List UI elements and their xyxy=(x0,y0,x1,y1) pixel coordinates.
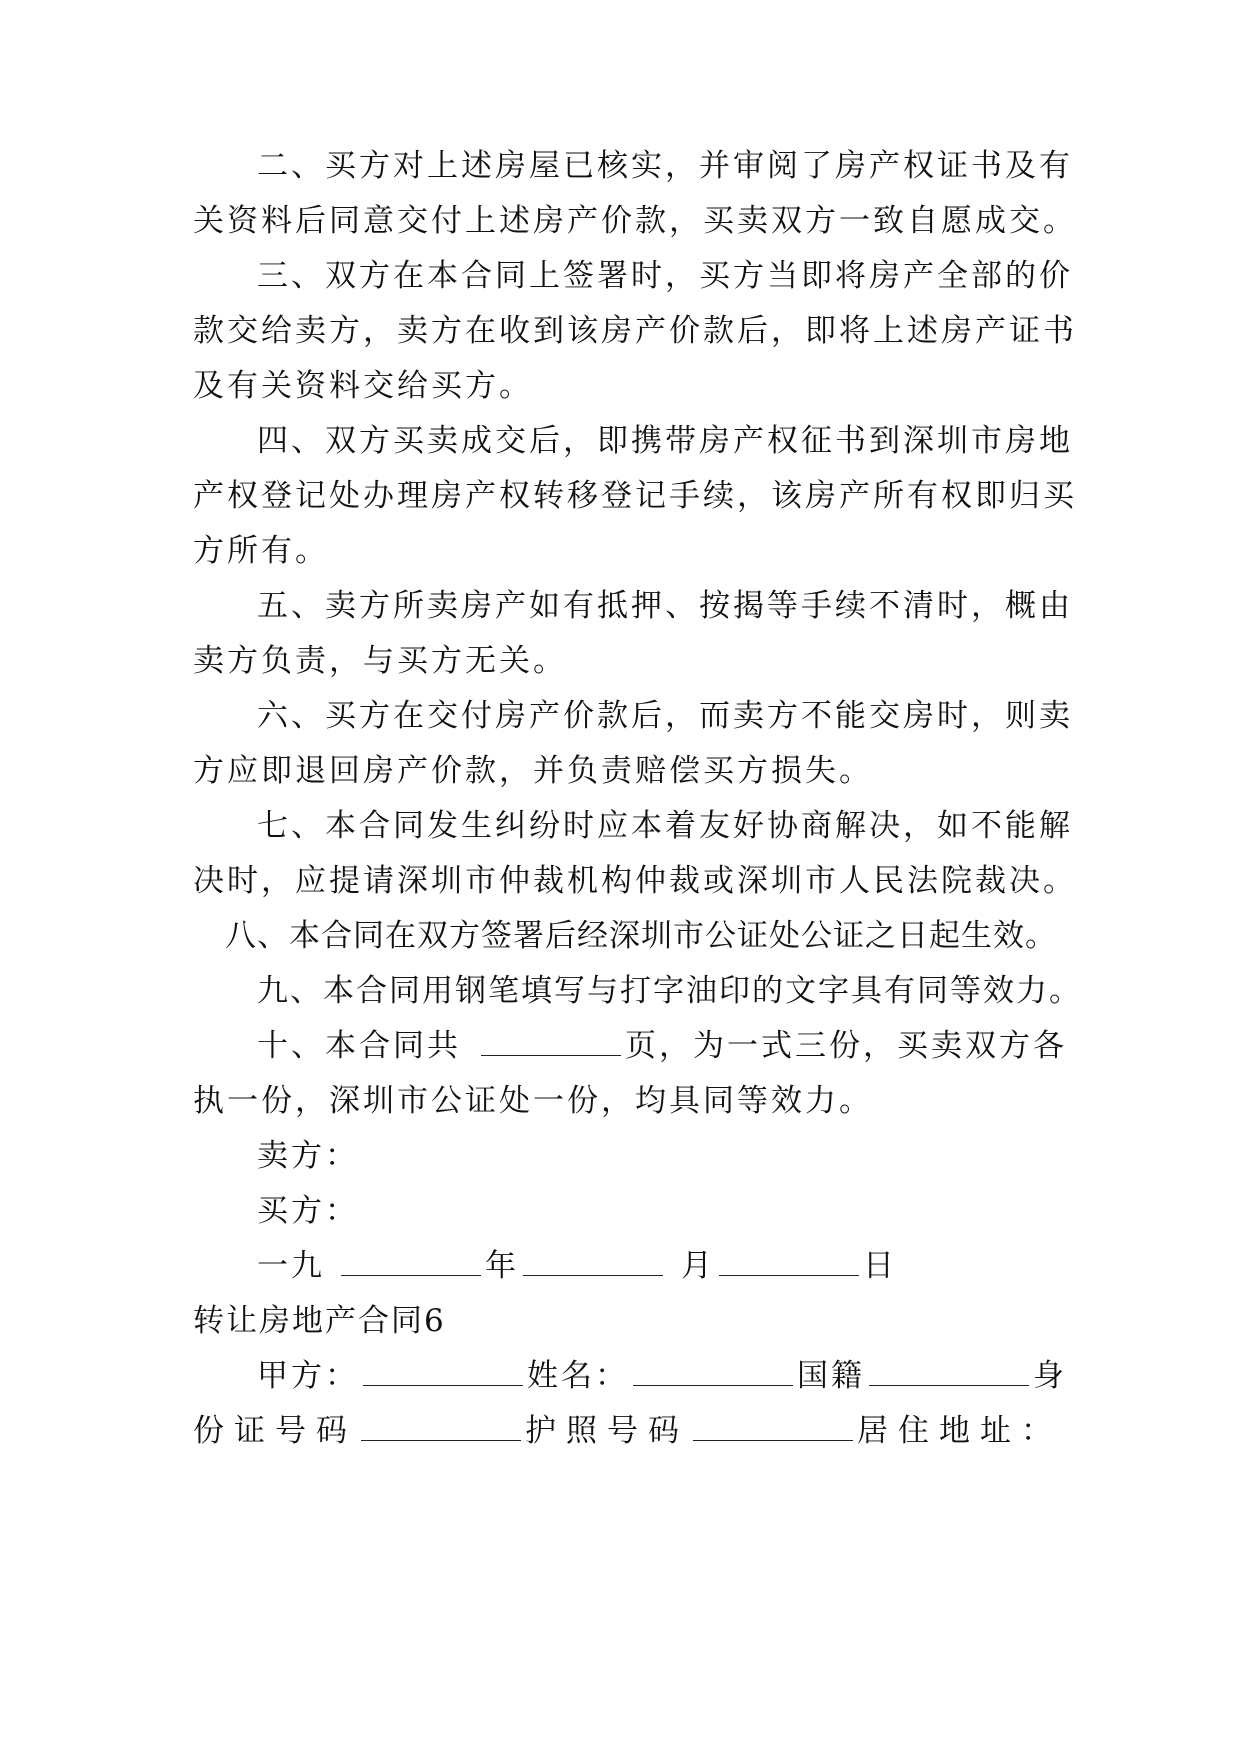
clause-4-line-2: 产权登记处办理房产权转移登记手续，该房产所有权即归买 xyxy=(193,478,1077,514)
clause-3-line-2: 款交给卖方，卖方在收到该房产价款后，即将上述房产证书 xyxy=(193,313,1077,349)
nationality-label: 国籍 xyxy=(797,1358,865,1394)
buyer-label: 买方： xyxy=(257,1193,359,1229)
id-label-rest: 份证号码 xyxy=(193,1413,357,1449)
clause-3-line-3: 及有关资料交给买方。 xyxy=(193,368,533,404)
party-a-label: 甲方： xyxy=(257,1358,359,1394)
date-line xyxy=(257,1246,1053,1286)
address-label: 居住地址： xyxy=(857,1413,1062,1449)
passport-blank[interactable] xyxy=(693,1412,853,1441)
date-prefix: 一九 xyxy=(257,1248,325,1284)
seller-label: 卖方： xyxy=(257,1138,359,1174)
name-label: 姓名： xyxy=(527,1358,629,1394)
clause-6-line-2: 方应即退回房产价款，并负责赔偿买方损失。 xyxy=(193,753,873,789)
party-a-line-2 xyxy=(193,1411,1062,1451)
clause-5-line-2: 卖方负责，与买方无关。 xyxy=(193,643,567,679)
name-blank[interactable] xyxy=(633,1357,793,1386)
clause-10-suffix: 页，为一式三份，买卖双方各 xyxy=(625,1028,1067,1064)
clause-8: 八、本合同在双方签署后经深圳市公证处公证之日起生效。 xyxy=(225,918,1057,954)
clause-9: 九、本合同用钢笔填写与打字油印的文字具有同等效力。 xyxy=(257,973,1082,1009)
clause-10-line-2: 执一份，深圳市公证处一份，均具同等效力。 xyxy=(193,1083,873,1119)
id-number-blank[interactable] xyxy=(361,1412,521,1441)
clause-2-line-1: 二、买方对上述房屋已核实，并审阅了房产权证书及有 xyxy=(257,148,1073,184)
clause-4-line-1: 四、双方买卖成交后，即携带房产权征书到深圳市房地 xyxy=(257,423,1073,459)
year-label: 年 xyxy=(485,1248,519,1284)
clause-4-line-3: 方所有。 xyxy=(193,533,329,569)
clause-7-line-1: 七、本合同发生纠纷时应本着友好协商解决，如不能解 xyxy=(257,808,1073,844)
party-a-blank[interactable] xyxy=(363,1357,523,1386)
page-count-blank[interactable] xyxy=(481,1027,621,1056)
clause-2-line-2: 关资料后同意交付上述房产价款，买卖双方一致自愿成交。 xyxy=(193,203,1077,239)
day-label: 日 xyxy=(863,1248,897,1284)
passport-label: 护照号码 xyxy=(525,1413,689,1449)
party-a-line-1 xyxy=(257,1356,1067,1396)
day-blank[interactable] xyxy=(719,1247,859,1276)
clause-3-line-1: 三、双方在本合同上签署时，买方当即将房产全部的价 xyxy=(257,258,1073,294)
clause-5-line-1: 五、卖方所卖房产如有抵押、按揭等手续不清时，概由 xyxy=(257,588,1073,624)
month-blank[interactable] xyxy=(523,1247,663,1276)
clause-10-prefix: 十、本合同共 xyxy=(257,1028,461,1064)
year-blank[interactable] xyxy=(341,1247,481,1276)
clause-6-line-1: 六、买方在交付房产价款后，而卖方不能交房时，则卖 xyxy=(257,698,1073,734)
clause-10-line-1 xyxy=(257,1026,1067,1066)
id-label-start: 身 xyxy=(1033,1358,1067,1394)
section-heading: 转让房地产合同6 xyxy=(193,1303,446,1339)
month-label: 月 xyxy=(681,1248,715,1284)
nationality-blank[interactable] xyxy=(869,1357,1029,1386)
clause-7-line-2: 决时，应提请深圳市仲裁机构仲裁或深圳市人民法院裁决。 xyxy=(193,863,1077,899)
